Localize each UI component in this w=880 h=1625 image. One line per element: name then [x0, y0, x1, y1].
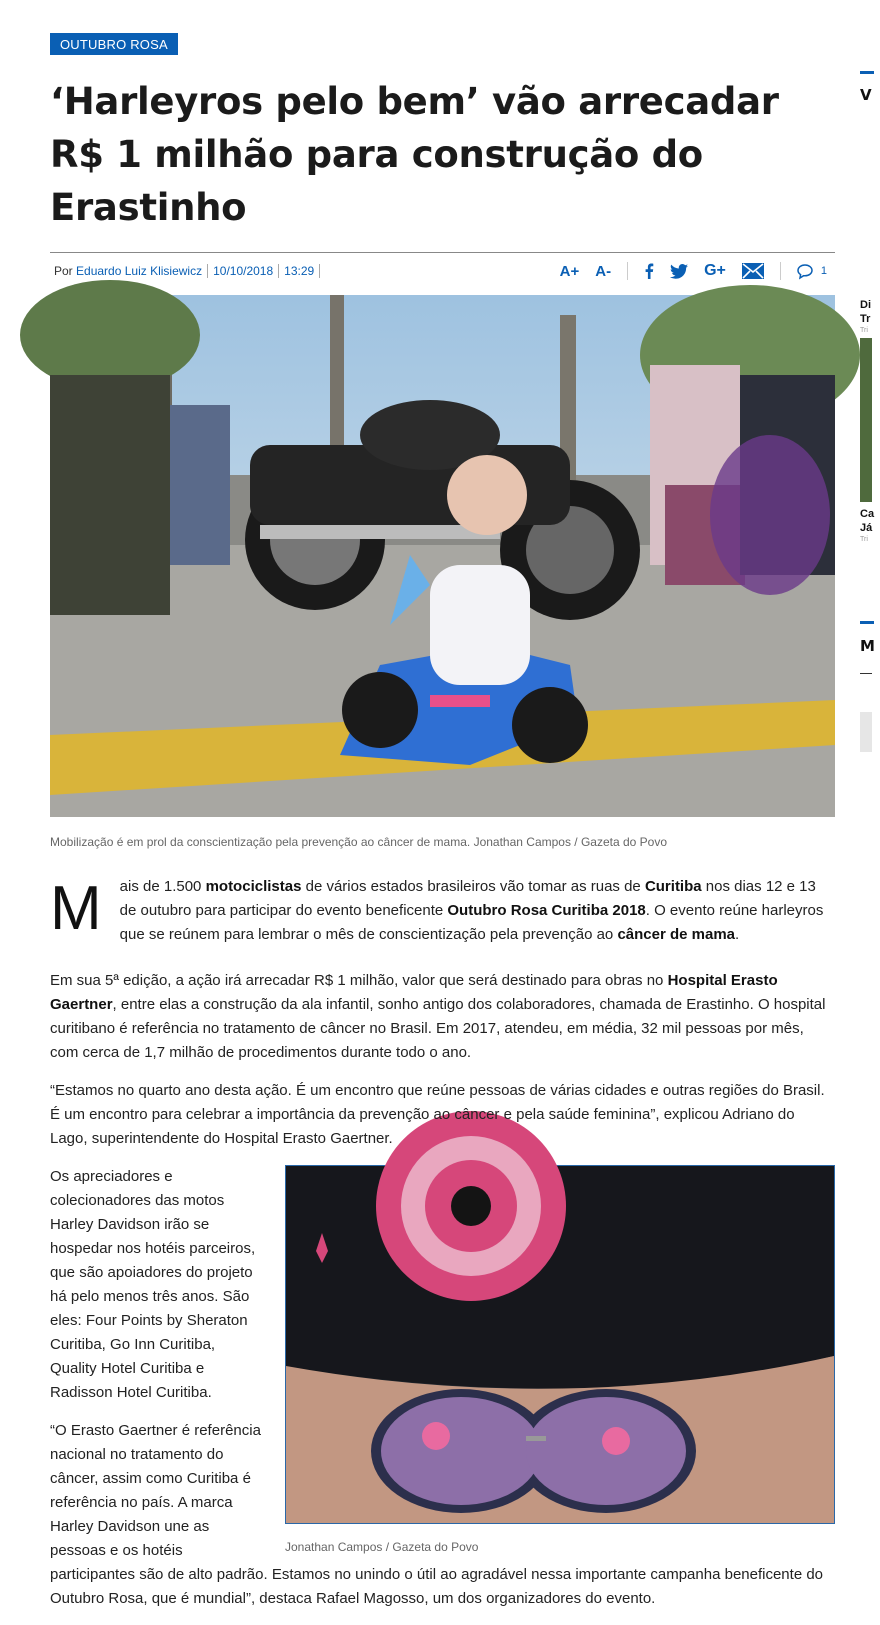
- dropcap: M: [50, 874, 102, 943]
- article-tools: [560, 262, 827, 280]
- sidebar-rule: [860, 71, 874, 74]
- text: .: [735, 926, 740, 943]
- sidebar-item-source: Tri: [860, 536, 868, 543]
- bold-text: Curitiba: [644, 878, 702, 895]
- article-title: ‘Harleyros pelo bem’ vão arrecadar R$ 1 milhão para construção do Erastinho: [50, 80, 779, 229]
- sidebar-thumbnail[interactable]: [860, 338, 872, 502]
- meta-divider: [319, 264, 320, 278]
- article-meta-bar: [50, 252, 835, 289]
- text: de vários estados brasileiros vão tomar as ruas de: [301, 878, 645, 895]
- text: , entre elas a construção da ala infantil, sonho antigo dos colaboradores, chamada de Erastinho. O hospital curitibano é referência no tratamento de câncer no Brasil. Em 2017, atendeu, em média, 32 mil pessoas por mês, com cerca de 1,7 milhão de procedimentos durante todo o ano.: [50, 996, 826, 1061]
- google-plus-icon[interactable]: G+: [704, 262, 726, 279]
- email-icon[interactable]: [742, 263, 764, 279]
- paragraph: “Estamos no quarto ano desta ação. É um encontro que reúne pessoas de várias cidades e outras regiões do Brasil. É um encontro para celebrar a importância da prevenção ao câncer e pela saúde feminina”, explicou Adriano do Lago, superintendente do Hospital Erasto Gaertner.: [50, 1082, 825, 1147]
- text: ais de 1.500: [119, 878, 206, 895]
- article: [50, 33, 835, 1625]
- sidebar-heading: M: [860, 637, 875, 655]
- comments-button[interactable]: [797, 264, 827, 279]
- text: Ca: [860, 508, 875, 520]
- text: . O evento reúne harleyros que se reúnem para lembrar o mês de conscientização pela prevenção ao: [119, 902, 824, 943]
- category-tag[interactable]: OUTUBRO ROSA: [50, 33, 178, 55]
- text: Tr: [860, 313, 871, 325]
- author-link[interactable]: Eduardo Luiz Klisiewicz: [76, 264, 203, 278]
- meta-divider: [278, 264, 279, 278]
- twitter-icon[interactable]: [670, 264, 688, 279]
- paragraph: [50, 875, 835, 947]
- sidebar-ad[interactable]: [860, 712, 872, 752]
- bold-text: Hospital Erasto Gaertner: [50, 972, 778, 1013]
- sidebar-item-title[interactable]: [860, 507, 874, 535]
- font-increase-button[interactable]: A+: [559, 262, 580, 280]
- lead-photo: [50, 295, 835, 817]
- text: Di: [860, 299, 871, 311]
- comment-count: 1: [820, 265, 827, 277]
- photo-caption: Mobilização é em prol da conscientização pela prevenção ao câncer de mama. Jonathan Campos / Gazeta do Povo: [50, 835, 668, 849]
- paragraph: “O Erasto Gaertner é referência nacional no tratamento do câncer, assim como Curitiba é referência no país. A marca Harley Davidson une as pessoas e os hotéis participantes são de alto padrão. Estamos no unindo o útil ao agradável nessa importante campanha beneficente do Outubro Rosa, que é mundial”, destaca Rafael Magosso, um dos organizadores do evento.: [50, 1422, 824, 1607]
- text: Em sua 5ª edição, a ação irá arrecadar R$ 1 milhão, valor que será destinado para obras no: [50, 972, 668, 989]
- sidebar-divider: [860, 673, 872, 674]
- article-body: [50, 875, 835, 1611]
- font-decrease-button[interactable]: A-: [595, 262, 612, 280]
- sidebar-rule: [860, 621, 874, 624]
- bold-text: câncer de mama: [617, 926, 736, 943]
- meta-divider: [207, 264, 208, 278]
- inline-photo-caption: Jonathan Campos / Gazeta do Povo: [285, 1540, 479, 1554]
- tools-divider: [627, 262, 628, 280]
- inline-photo: [285, 1165, 835, 1524]
- facebook-icon[interactable]: [644, 263, 654, 279]
- paragraph: Os apreciadores e colecionadores das motos Harley Davidson irão se hospedar nos hotéis parceiros, que são apoiadores do projeto há pelo menos três anos. São eles: Four Points by Sheraton Curitiba, Go Inn Curitiba, Quality Hotel Curitiba e Radisson Hotel Curitiba.: [50, 1168, 256, 1401]
- paragraph: [50, 961, 835, 1065]
- bold-text: motociclistas: [205, 878, 302, 895]
- by-label: Por: [54, 264, 73, 278]
- sidebar-item-source: Tri: [860, 327, 868, 334]
- bold-text: Outubro Rosa Curitiba 2018: [447, 902, 646, 919]
- text: nos dias 12 e 13 de outubro para participar do evento beneficente: [119, 878, 816, 919]
- sidebar-heading: V: [860, 86, 872, 104]
- comment-icon: [797, 264, 813, 279]
- sidebar: [860, 0, 880, 1617]
- tools-divider: [780, 262, 781, 280]
- sidebar-item-title[interactable]: [860, 298, 871, 326]
- text: Já: [860, 522, 873, 534]
- publish-date: 10/10/2018: [213, 264, 274, 278]
- publish-time: 13:29: [284, 264, 315, 278]
- inline-figure: [285, 1165, 835, 1554]
